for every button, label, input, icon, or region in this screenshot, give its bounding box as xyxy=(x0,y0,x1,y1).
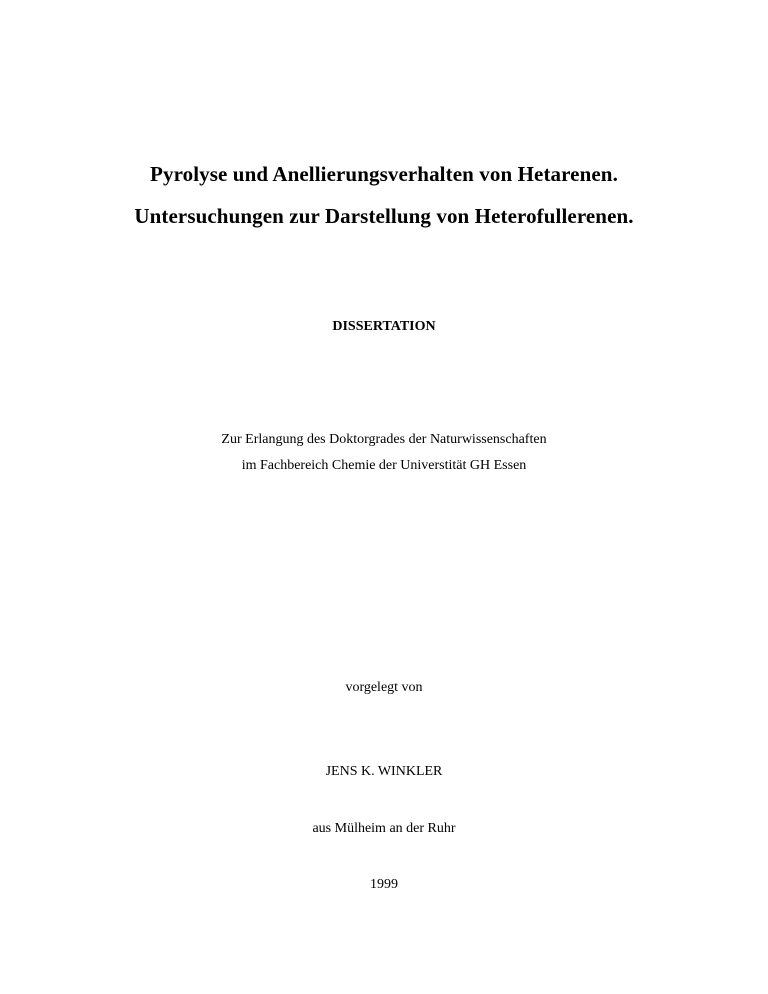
document-type: DISSERTATION xyxy=(332,319,436,334)
title-line-2: Untersuchungen zur Darstellung von Heterofullerenen. xyxy=(134,204,634,228)
author-origin: aus Mülheim an der Ruhr xyxy=(312,821,456,836)
author-name: JENS K. WINKLER xyxy=(325,764,443,779)
presented-by: vorgelegt von xyxy=(345,680,423,695)
purpose-line-2: im Fachbereich Chemie der Universtität GH Essen xyxy=(241,458,527,473)
purpose-line-1: Zur Erlangung des Doktorgrades der Naturwissenschaften xyxy=(221,432,547,447)
title-line-1: Pyrolyse und Anellierungsverhalten von Hetarenen. xyxy=(150,162,618,186)
year: 1999 xyxy=(370,877,398,892)
